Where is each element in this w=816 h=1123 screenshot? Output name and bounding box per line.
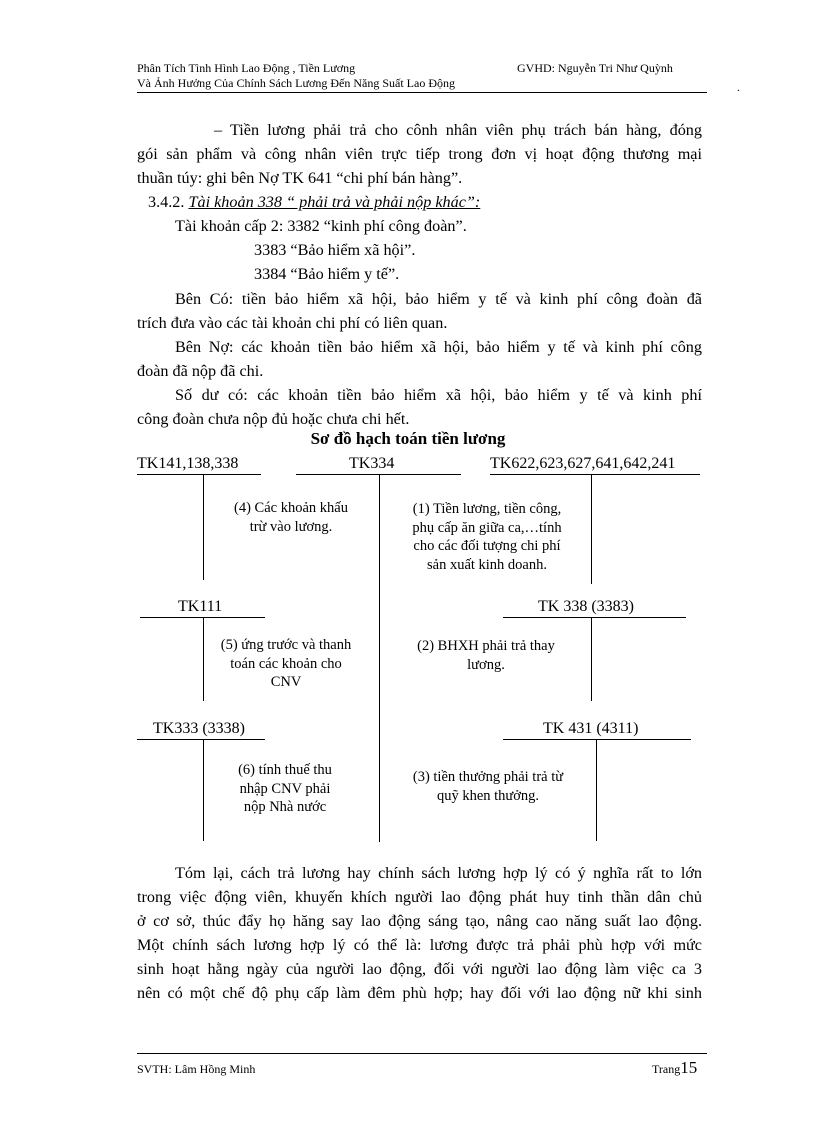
footer-page-number: 15 (680, 1058, 698, 1077)
header-rule (137, 92, 707, 93)
t-account-bar-tk333 (137, 739, 265, 740)
account-tk141: TK141,138,338 (137, 455, 239, 472)
balance-line1: Số dư có: các khoản tiền bảo hiểm xã hội, bảo hiểm y tế và kinh phí (175, 386, 702, 404)
footer-rule (137, 1053, 707, 1054)
t-account-bar-tk622 (490, 474, 700, 475)
note-5: (5) ứng trước và thanh toán các khoản cho CNV (220, 637, 352, 690)
t-account-bar-tk141 (137, 474, 261, 475)
t-account-stem-tk141 (203, 474, 204, 580)
header-title-line1: Phân Tích Tình Hình Lao Động , Tiền Lương (137, 61, 356, 75)
header-title-line2: Và Ảnh Hưởng Của Chính Sách Lương Đến Năng Suất Lao Động (137, 76, 455, 90)
footer-page-label: Trang (652, 1062, 681, 1076)
balance-line2: công đoàn chưa nộp đủ hoặc chưa chi hết. (137, 410, 410, 428)
note-2: (2) BHXH phải trả thay lương. (417, 638, 555, 673)
account-tk333: TK333 (3338) (153, 720, 245, 737)
header-advisor: GVHD: Nguyễn Tri Như Quỳnh (517, 61, 673, 75)
level2-3383: 3383 “Bảo hiểm xã hội”. (254, 241, 416, 259)
conclusion-line6: nên có một chế độ phụ cấp làm đêm phù hợp; hay đối với lao động nữ khi sinh (137, 984, 702, 1002)
conclusion-line4: Một chính sách lương hợp lý có thể là: lương được trả phải phù hợp với mức (137, 936, 702, 954)
account-tk111: TK111 (178, 598, 223, 615)
t-account-stem-tk338 (591, 617, 592, 701)
level2-3384: 3384 “Bảo hiểm y tế”. (254, 265, 400, 283)
t-account-stem-tk622 (591, 474, 592, 584)
section-number: 3.4.2. (148, 193, 185, 211)
account-tk338: TK 338 (3383) (538, 598, 634, 615)
intro-line2: gói sản phẩm và công nhân viên trực tiếp trong đơn vị hoạt động thương mại (137, 145, 702, 163)
conclusion-line2: trong việc động viên, khuyến khích người lao động phát huy tinh thần dân chủ (137, 888, 702, 906)
t-account-stem-tk333 (203, 739, 204, 841)
t-account-bar-tk431 (503, 739, 691, 740)
account-tk334: TK334 (349, 455, 395, 472)
conclusion-line3: ở cơ sở, thúc đẩy họ hăng say lao động sáng tạo, nâng cao năng suất lao động. (137, 912, 702, 930)
conclusion-line1: Tóm lại, cách trả lương hay chính sách lương hợp lý có ý nghĩa rất to lớn (175, 864, 702, 882)
intro-line1: – Tiền lương phải trả cho cônh nhân viên phụ trách bán hàng, đóng (214, 121, 702, 139)
t-account-stem-tk111 (203, 617, 204, 701)
credit-line2: trích đưa vào các tài khoản chi phí có liên quan. (137, 314, 448, 332)
diagram-title: Sơ đồ hạch toán tiền lương (310, 429, 506, 448)
t-account-stem-tk334 (379, 474, 380, 842)
credit-line1: Bên Có: tiền bảo hiểm xã hội, bảo hiểm y tế và kinh phí công đoàn đã (175, 290, 702, 308)
t-account-stem-tk431 (596, 739, 597, 841)
note-4: (4) Các khoản khấu trừ vào lương. (234, 500, 348, 535)
account-tk431: TK 431 (4311) (543, 720, 639, 737)
conclusion-line5: sinh hoạt hằng ngày của người lao động, đối với người lao động làm việc ca 3 (137, 960, 702, 978)
note-3: (3) tiền thưởng phải trả từ quỹ khen thưởng. (412, 769, 564, 804)
intro-line3: thuần túy: ghi bên Nợ TK 641 “chi phí bán hàng”. (137, 169, 463, 187)
footer-page (652, 1058, 697, 1078)
footer-student: SVTH: Lâm Hồng Minh (137, 1062, 256, 1076)
debit-line2: đoàn đã nộp đã chi. (137, 362, 264, 380)
note-6: (6) tính thuế thu nhập CNV phải nộp Nhà nước (238, 762, 332, 815)
section-heading (148, 190, 480, 214)
note-1: (1) Tiền lương, tiền công, phụ cấp ăn giữa ca,…tính cho các đối tượng chi phí sản xuất kinh doanh. (412, 501, 562, 573)
header-corner-mark: . (737, 80, 740, 94)
level2-label: Tài khoản cấp 2: 3382 “kinh phí công đoàn”. (175, 217, 467, 235)
t-account-bar-tk338 (503, 617, 686, 618)
debit-line1: Bên Nợ: các khoản tiền bảo hiểm xã hội, bảo hiểm y tế và kinh phí công (175, 338, 702, 356)
account-tk622: TK622,623,627,641,642,241 (490, 455, 676, 472)
section-title: Tài khoản 338 “ phải trả và phải nộp khác”: (188, 193, 481, 211)
